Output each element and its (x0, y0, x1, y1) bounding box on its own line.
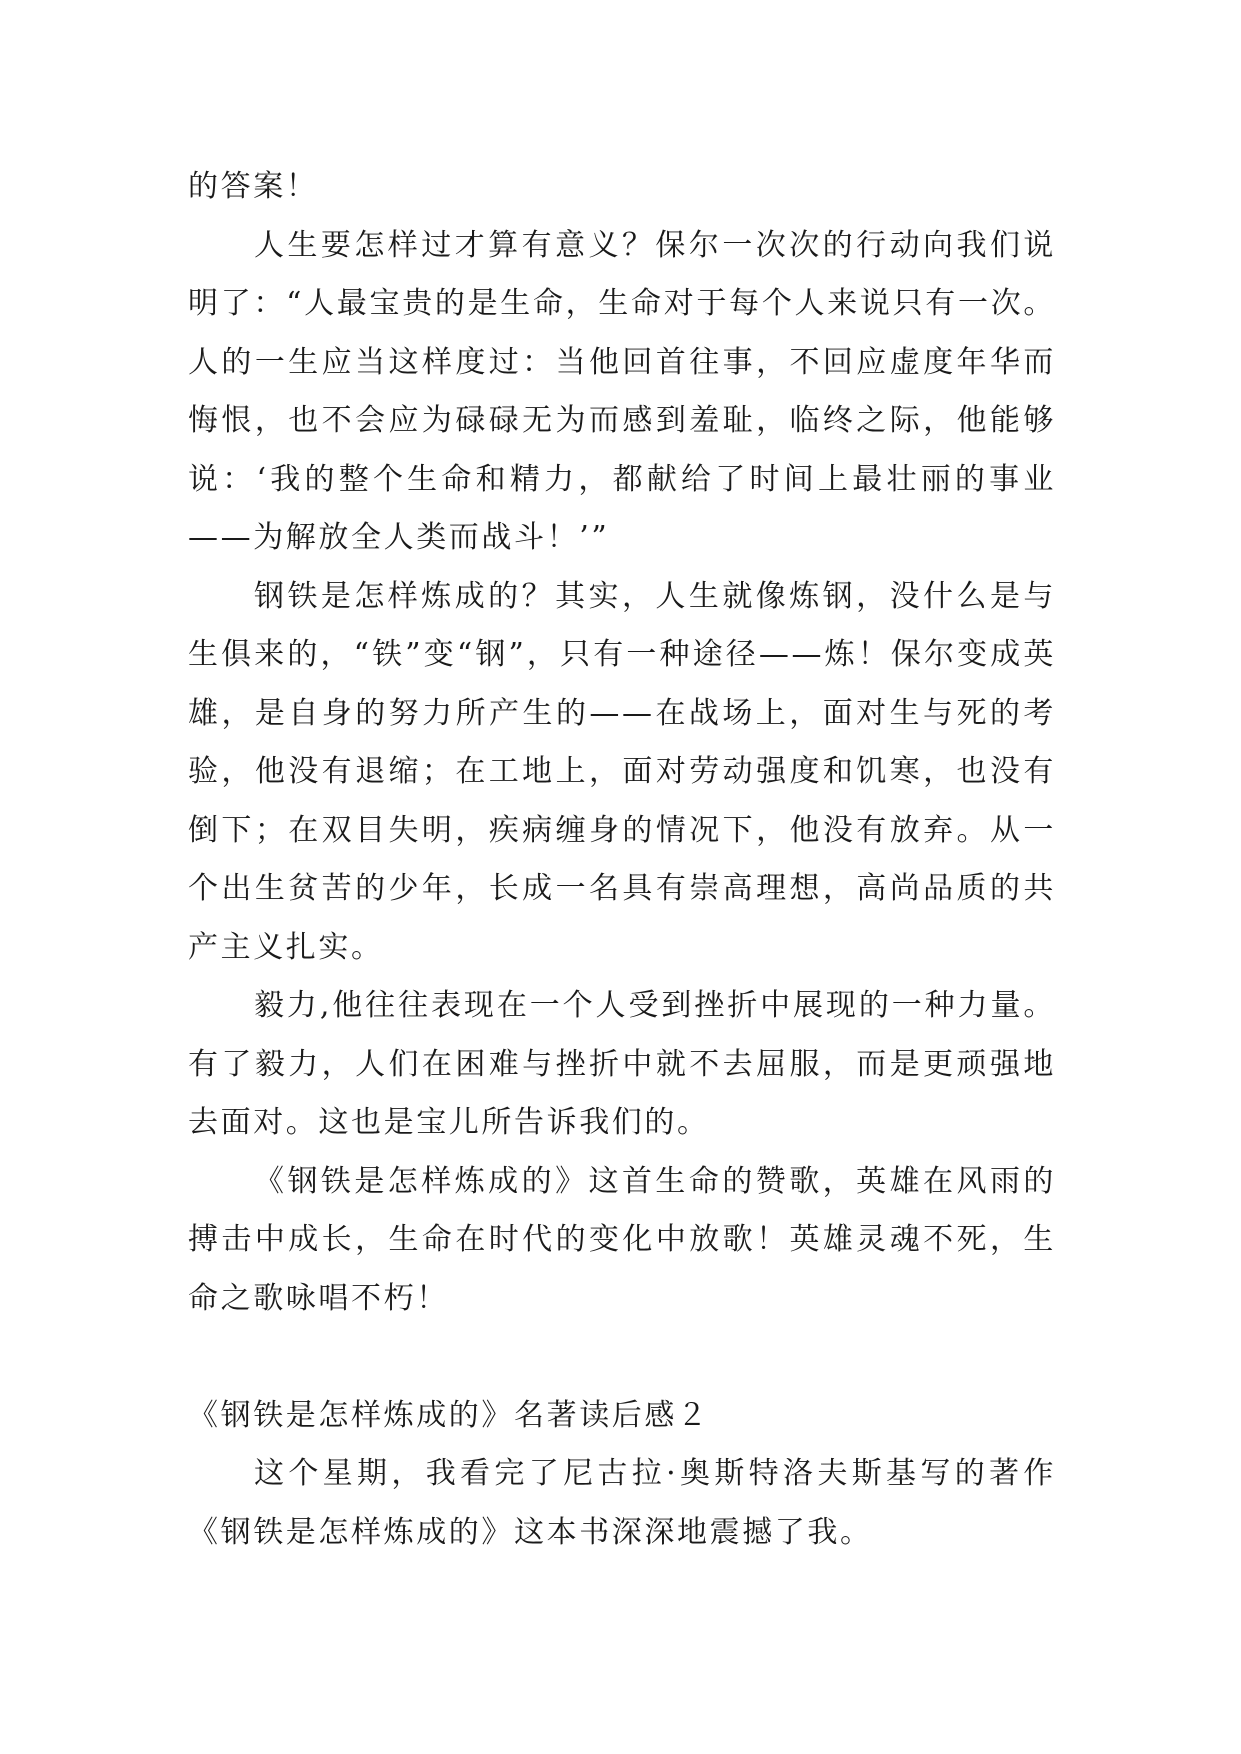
paragraph-continuation: 的答案！ (188, 169, 319, 204)
section-title: 《钢铁是怎样炼成的》名著读后感２ (188, 1397, 710, 1433)
paragraph-steel-forging: 钢铁是怎样炼成的？其实，人生就像炼钢，没什么是与生俱来的，“铁”变“钢”，只有一种途径——炼！保尔变成英雄，是自身的努力所产生的——在战场上，面对生与死的考验，他没有退缩；在工地上，面对劳动强度和饥寒，也没有倒下；在双目失明，疾病缠身的情况下，他没有放弃。从一个出生贫苦的少年，长成一名具有崇高理想，高尚品质的共产主义扎实。 (188, 578, 1056, 965)
document-body (188, 158, 1056, 1562)
paragraph-meaning-of-life: 人生要怎样过才算有意义？保尔一次次的行动向我们说明了：“人最宝贵的是生命，生命对于每个人来说只有一次。人的一生应当这样度过：当他回首往事，不回应虚度年华而悔恨，也不会应为碌碌无为而感到羞耻，临终之际，他能够说：‘我的整个生命和精力，都献给了时间上最壮丽的事业——为解放全人类而战斗！’” (188, 227, 1056, 555)
paragraph-conclusion: 《钢铁是怎样炼成的》这首生命的赞歌，英雄在风雨的搏击中成长，生命在时代的变化中放歌！英雄灵魂不死，生命之歌咏唱不朽！ (188, 1163, 1056, 1316)
paragraph-section-intro: 这个星期，我看完了尼古拉·奥斯特洛夫斯基写的著作《钢铁是怎样炼成的》这本书深深地震撼了我。 (188, 1456, 1056, 1550)
paragraph-perseverance: 毅力,他往往表现在一个人受到挫折中展现的一种力量。有了毅力，人们在困难与挫折中就不去屈服，而是更顽强地去面对。这也是宝儿所告诉我们的。 (188, 988, 1056, 1140)
